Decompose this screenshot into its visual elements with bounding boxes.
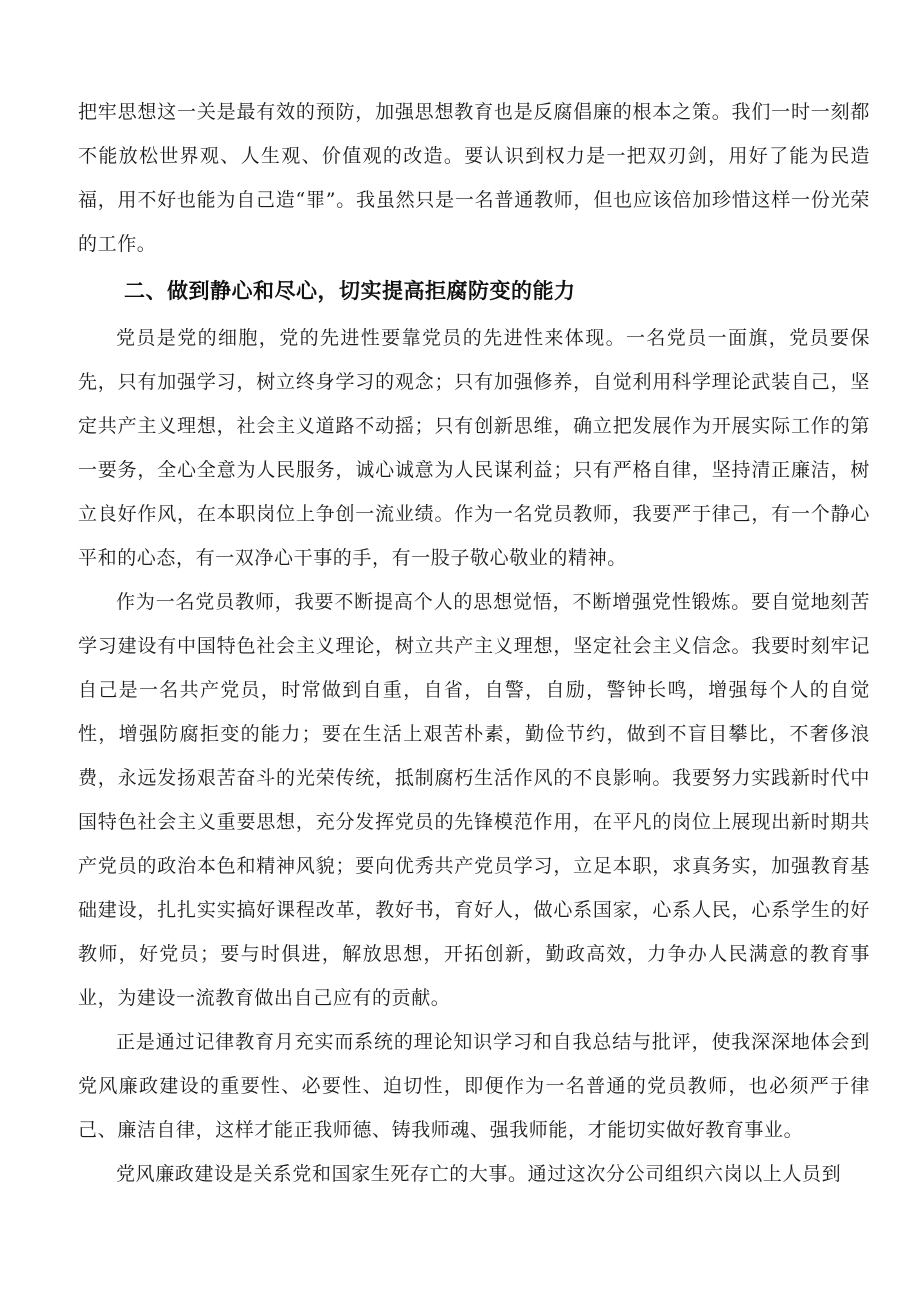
paragraph-discipline-month: 正是通过记律教育月充实而系统的理论知识学习和自我总结与批评，使我深深地体会到党风廉政建设的重要性、必要性、迫切性，即便作为一名普通的党员教师，也必须严于律己、廉洁自律，这样才能正我师德、铸我师魂、强我师能，才能切实做好教育事业。	[78, 1031, 870, 1141]
paragraph-intro: 把牢思想这一关是最有效的预防，加强思想教育也是反腐倡廉的根本之策。我们一时一刻都不能放松世界观、人生观、价值观的改造。要认识到权力是一把双刃剑，用好了能为民造福，用不好也能为自己造“罪”。我虽然只是一名普通教师，但也应该倍加珍惜这样一份光荣的工作。	[78, 101, 870, 255]
paragraph-teacher-commitment: 作为一名党员教师，我要不断提高个人的思想觉悟，不断增强党性锻炼。要自觉地刻苦学习建设有中国特色社会主义理论，树立共产主义理想，坚定社会主义信念。我要时刻牢记自己是一名共产党员，时常做到自重，自省，自警，自励，警钟长鸣，增强每个人的自觉性，增强防腐拒变的能力；要在生活上艰苦朴素，勤俭节约，做到不盲目攀比，不奢侈浪费，永远发扬艰苦奋斗的光荣传统，抵制腐朽生活作风的不良影响。我要努力实践新时代中国特色社会主义重要思想，充分发挥党员的先锋模范作用，在平凡的岗位上展现出新时期共产党员的政治本色和精神风貌；要向优秀共产党员学习，立足本职，求真务实，加强教育基础建设，扎扎实实搞好课程改革，教好书，育好人，做心系国家，心系人民，心系学生的好教师，好党员；要与时俱进，解放思想，开拓创新，勤政高效，力争办人民满意的教育事业，为建设一流教育做出自己应有的贡献。	[78, 591, 870, 1009]
paragraph-integrity-building: 党风廉政建设是关系党和国家生死存亡的大事。通过这次分公司组织六岗以上人员到	[116, 1163, 842, 1185]
document-page	[78, 90, 870, 1196]
paragraph-party-members: 党员是党的细胞，党的先进性要靠党员的先进性来体现。一名党员一面旗，党员要保先，只有加强学习，树立终身学习的观念；只有加强修养，自觉利用科学理论武装自己，坚定共产主义理想，社会主义道路不动摇；只有创新思维，确立把发展作为开展实际工作的第一要务，全心全意为人民服务，诚心诚意为人民谋利益；只有严格自律，坚持清正廉洁，树立良好作风，在本职岗位上争创一流业绩。作为一名党员教师，我要严于律己，有一个静心平和的心态，有一双净心干事的手，有一股子敬心敬业的精神。	[78, 327, 870, 569]
section-heading: 二、做到静心和尽心，切实提高拒腐防变的能力	[124, 279, 576, 303]
